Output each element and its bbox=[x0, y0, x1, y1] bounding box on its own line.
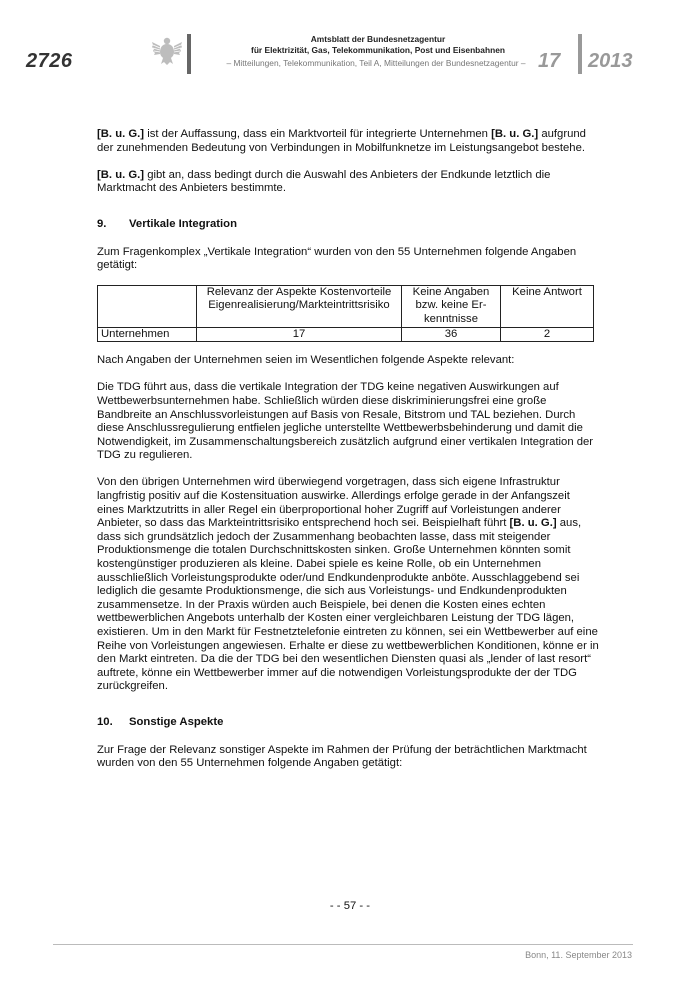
header-divider bbox=[187, 34, 191, 74]
table-header-cell: Keine Antwort bbox=[501, 285, 594, 327]
footer-date: Bonn, 11. September 2013 bbox=[525, 950, 632, 960]
paragraph: Zur Frage der Relevanz sonstiger Aspekte im Rahmen der Prüfung der beträchtlichen Marktmacht wurden von den 55 Unternehmen folgende Angaben getätigt: bbox=[97, 743, 587, 770]
section-heading-9 bbox=[97, 218, 599, 232]
redaction-marker: [B. u. G.] bbox=[97, 128, 145, 140]
issue-year: 2013 bbox=[588, 50, 633, 72]
table-cell: 17 bbox=[197, 327, 402, 342]
paragraph bbox=[97, 169, 599, 196]
section-descriptor: – Mitteilungen, Telekommunikation, Teil A, Mitteilungen der Bundesnetzagentur – bbox=[226, 58, 526, 68]
paragraph: Die TDG führt aus, dass die vertikale Integration der TDG keine negativen Auswirkungen auf Wettbewerbsunternehmen habe. Schließlich würden diese diskriminierungsfrei eine große Bandbreite an Anschlussvorleistungen auf Basis von Resale, Bitstrom und TAL beziehen. Durch diese Anschlussregulierung entfielen jegliche unterstellte Wettbewerbsbehinderung und damit die Notwendigkeit, im Zusammenschaltungsbereich zusätzlich aufgrund einer vertikalen Integration der TDG zu regulieren. bbox=[97, 381, 594, 462]
table-cell: 36 bbox=[402, 327, 501, 342]
paragraph bbox=[97, 128, 599, 155]
paragraph-text: gibt an, dass bedingt durch die Auswahl des Anbieters der Endkunde letztlich die Marktmacht des Anbieters bestimmte. bbox=[97, 168, 551, 195]
page-content bbox=[97, 128, 599, 784]
paragraph bbox=[97, 476, 599, 694]
redaction-marker: [B. u. G.] bbox=[509, 517, 557, 530]
table-header-row bbox=[98, 285, 594, 327]
table-header-cell: Keine Angaben bzw. keine Erkenntnisse bbox=[402, 285, 501, 327]
issue-divider bbox=[578, 34, 582, 74]
issue-number: 17 bbox=[538, 50, 561, 72]
paragraph-text: Von den übrigen Unternehmen wird überwiegend vorgetragen, dass sich eigene Infrastruktur langfristig positiv auf die Kostensituation auswirke. Allerdings erfolge gerade in der Anfangszeit eines Marktzutritts in aller Regel ein überproportional hoher Zugriff auf Vorleistungen anderer Anbieter, so dass das Markteintrittsrisiko entsprechend hoch sei. Beispielhaft führt bbox=[97, 476, 570, 530]
table-header-cell: Relevanz der Aspekte Kostenvorteile Eigenrealisierung/Markteintrittsrisiko bbox=[197, 285, 402, 327]
table-header-cell bbox=[98, 285, 197, 327]
section-title: Vertikale Integration bbox=[129, 217, 237, 230]
survey-table bbox=[97, 285, 594, 342]
redaction-marker: [B. u. G.] bbox=[491, 128, 539, 140]
federal-eagle-icon bbox=[151, 34, 183, 66]
page-marker: - - 57 - - bbox=[329, 900, 371, 912]
table-cell: Unternehmen bbox=[98, 327, 197, 342]
section-heading-10 bbox=[97, 716, 599, 730]
table-row bbox=[98, 327, 594, 342]
section-number: 9. bbox=[97, 217, 107, 230]
paragraph: Zum Fragenkomplex „Vertikale Integration“ wurden von den 55 Unternehmen folgende Angaben getätigt: bbox=[97, 245, 577, 272]
section-title: Sonstige Aspekte bbox=[129, 715, 224, 728]
page-header bbox=[0, 0, 700, 90]
footer-divider bbox=[53, 944, 633, 945]
redaction-marker: [B. u. G.] bbox=[97, 168, 145, 181]
paragraph: Nach Angaben der Unternehmen seien im Wesentlichen folgende Aspekte relevant: bbox=[97, 354, 515, 367]
section-number: 10. bbox=[97, 715, 113, 728]
journal-title: Amtsblatt der Bundesnetzagentur bbox=[310, 34, 446, 44]
page-number: 2726 bbox=[26, 50, 73, 72]
paragraph-text: aufgrund der zunehmenden Bedeutung von Verbindungen in Mobilfunknetze im Leistungsangebot bestehe. bbox=[97, 128, 586, 154]
paragraph-text: aus, dass sich grundsätzlich jedoch der Zusammenhang beobachten lasse, dass mit steigender Produktionsmenge die totalen Durchschnittskosten sinken. Große Unternehmen könnten somit kostengünstiger produzieren als kleine. Dabei spiele es keine Rolle, ob ein Unternehmen ausschließlich Vorleistungsprodukte oder/und Endkundenprodukte anböte. Ausschlaggebend sei lediglich die gesamte Produktionsmenge, die sich aus Vorleistungs- und Endkundenprodukten zusammensetze. In der Praxis würden auch Beispiele, bei denen die Kosten eines echten wettbewerblichen Angebots unterhalb der Kosten einer vergleichbaren Leistung der TDG lägen, existieren. Um in den Markt für Festnetztelefonie eintreten zu können, sei ein Wettbewerber auf eine Reihe von Vorleistungen angewiesen. Erhalte er diese zu wettbewerblichen Konditionen, könne er in den Markt eintreten. Da die der TDG bei den wesentlichen Diensten quasi als „lender of last resort“ auftrete, könne ein Wettbewerber immer auf die notwendigen Vorleistungsprodukte der der TDG zurückgreifen. bbox=[97, 517, 599, 693]
journal-subtitle: für Elektrizität, Gas, Telekommunikation, Post und Eisenbahnen bbox=[251, 45, 505, 55]
table-cell: 2 bbox=[501, 327, 594, 342]
paragraph-text: ist der Auffassung, dass ein Marktvorteil für integrierte Unternehmen bbox=[144, 128, 492, 140]
